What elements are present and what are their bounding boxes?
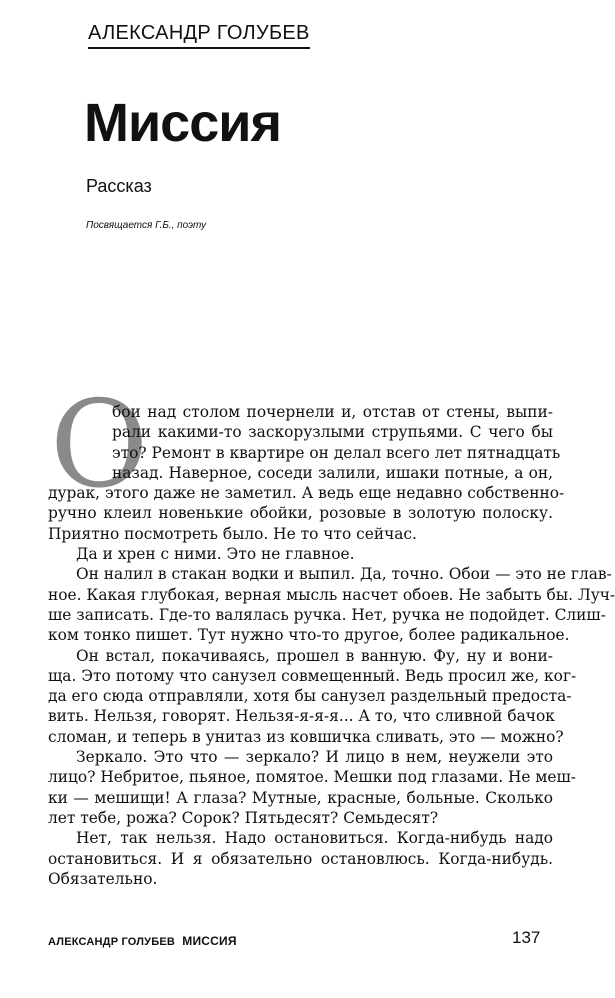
text-line: вить. Нельзя, говорят. Нельзя-я-я-я... А то, что сливной бачок	[48, 707, 555, 726]
footer-title: МИССИЯ	[182, 934, 237, 948]
text-line: Да и хрен с ними. Это не главное.	[76, 545, 355, 564]
text-line: лет тебе, рожа? Сорок? Пятьдесят? Семьдесят?	[48, 808, 439, 827]
text-line: ручно клеил новенькие обойки, розовые в золотую полоску.	[48, 504, 553, 523]
dedication: Посвящается Г.Б., поэту	[86, 220, 207, 231]
text-line: Приятно посмотреть было. Не то что сейчас.	[48, 524, 417, 543]
genre-subtitle: Рассказ	[86, 176, 152, 196]
story-title: Миссия	[84, 93, 281, 153]
text-line: ки — мешищи! А глаза? Мутные, красные, больные. Сколько	[48, 788, 553, 807]
text-line: Он встал, покачиваясь, прошел в ванную. Фу, ну и вони-	[76, 646, 553, 665]
text-line: рали какими-то заскорузлыми струпьями. С чего бы	[112, 423, 553, 442]
text-line: остановиться. И я обязательно остановлюсь. Когда-нибудь.	[48, 849, 553, 868]
text-line: Зеркало. Это что — зеркало? И лицо в нем, неужели это	[76, 748, 553, 767]
page-number: 137	[512, 928, 541, 947]
text-line: Обязательно.	[48, 869, 158, 888]
text-line: Он налил в стакан водки и выпил. Да, точно. Обои — это не глав-	[76, 565, 612, 584]
text-line: назад. Наверное, соседи залили, ишаки потные, а он,	[112, 463, 553, 482]
story-body	[48, 402, 615, 889]
text-line: дурак, этого даже не заметил. А ведь еще недавно собственно-	[48, 484, 565, 503]
drop-cap: О	[50, 376, 149, 515]
text-line: ное. Какая глубокая, верная мысль насчет обоев. Не забыть бы. Луч-	[48, 585, 615, 604]
text-line: ком тонко пишет. Тут нужно что-то другое, более радикальное.	[48, 626, 570, 645]
footer-author: АЛЕКСАНДР ГОЛУБЕВ	[48, 936, 176, 948]
text-line: Нет, так нельзя. Надо остановиться. Когда-нибудь надо	[76, 829, 553, 848]
running-footer	[48, 934, 237, 948]
text-line: да его сюда отправляли, хотя бы санузел раздельный предоста-	[48, 687, 572, 706]
text-line: ща. Это потому что санузел совмещенный. Ведь просил же, ког-	[48, 666, 577, 685]
text-line: лицо? Небритое, пьяное, помятое. Мешки под глазами. Не меш-	[48, 768, 577, 787]
running-author-header: АЛЕКСАНДР ГОЛУБЕВ	[88, 22, 310, 49]
text-line: ше записать. Где-то валялась ручка. Нет, ручка не подойдет. Слиш-	[48, 605, 606, 624]
text-line: это? Ремонт в квартире он делал всего лет пятнадцать	[112, 443, 561, 462]
text-line: бои над столом почернели и, отстав от стены, выпи-	[112, 403, 553, 421]
text-line: сломан, и теперь в унитаз из ковшичка сливать, это — можно?	[48, 727, 564, 746]
